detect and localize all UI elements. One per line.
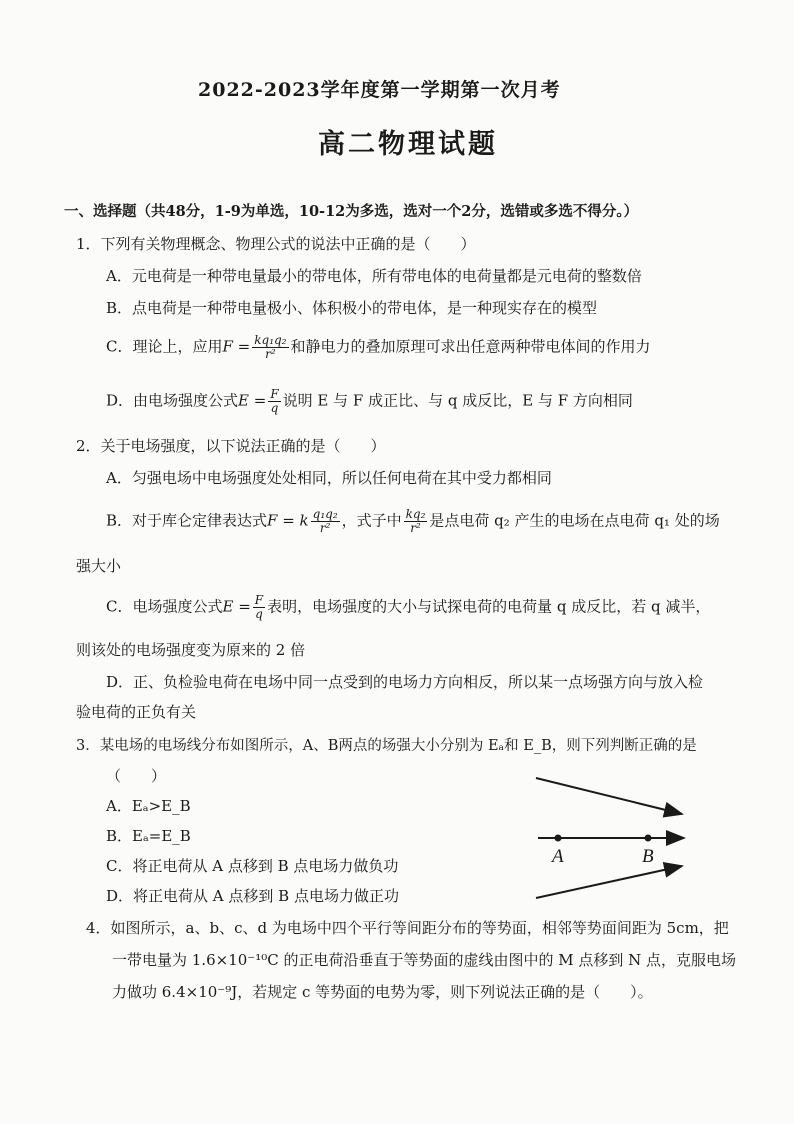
q2-stem: 2．关于电场强度，以下说法正确的是（ ） — [76, 437, 386, 455]
q2-option-b-suffix: 是点电荷 q₂ 产生的电场在点电荷 q₁ 处的场 — [429, 511, 720, 530]
q1-option-b: B．点电荷是一种带电量极小、体积极小的带电体，是一种现实存在的模型 — [106, 299, 598, 317]
q2-option-d: D．正、负检验电荷在电场中同一点受到的电场力方向相反，所以某一点场强方向与放入检 — [106, 673, 704, 691]
q2-option-c-continued: 则该处的电场强度变为原来的 2 倍 — [76, 641, 306, 659]
q1-option-d-suffix: 说明 E 与 F 成正比、与 q 成反比，E 与 F 方向相同 — [282, 391, 633, 410]
point-b-dot — [645, 835, 652, 842]
q1-option-c-lhs: F = — [222, 337, 251, 356]
q3-option-c: C．将正电荷从 A 点移到 B 点电场力做负功 — [106, 857, 399, 875]
q3-paren: （ ） — [106, 767, 167, 785]
q3-option-b: B．Eₐ=E_B — [106, 827, 191, 845]
q1-option-c — [106, 334, 651, 361]
point-b-label: B — [642, 846, 654, 867]
q1-option-d-denominator: q — [270, 401, 279, 415]
subject-title: 高二物理试题 — [318, 129, 498, 160]
q2-option-c-formula — [253, 594, 265, 621]
field-line-top — [536, 778, 682, 814]
q1-option-d-formula — [268, 388, 280, 415]
q2-option-b-denominator: r² — [319, 521, 331, 535]
point-a-label: A — [552, 846, 564, 867]
q2-option-b-continued: 强大小 — [76, 557, 122, 575]
q3-option-d: D．将正电荷从 A 点移到 B 点电场力做正功 — [106, 887, 399, 905]
q1-stem: 1．下列有关物理概念、物理公式的说法中正确的是（ ） — [76, 235, 476, 253]
q2-option-c-suffix: 表明，电场强度的大小与试探电荷的电荷量 q 成反比，若 q 减半， — [267, 597, 711, 616]
q2-option-b-numerator: q₁q₂ — [312, 507, 338, 521]
electric-field-lines-figure — [530, 770, 700, 900]
q4-line-3: 力做功 6.4×10⁻⁹J，若规定 c 等势面的电势为零，则下列说法正确的是（ ）。 — [112, 983, 653, 1001]
section-heading: 一、选择题（共48分，1-9为单选，10-12为多选，选对一个2分，选错或多选不得分。） — [64, 203, 639, 220]
field-line-bottom — [536, 866, 682, 898]
q1-option-c-prefix: C．理论上，应用 — [106, 337, 223, 356]
q2-option-b-formula — [311, 508, 340, 535]
q1-option-d-lhs: E = — [238, 391, 267, 410]
q2-option-c-prefix: C．电场强度公式 — [106, 597, 223, 616]
q2-option-b-field-formula — [404, 508, 428, 535]
q1-option-c-suffix: 和静电力的叠加原理可求出任意两种带电体间的作用力 — [290, 337, 651, 356]
q3-stem: 3．某电场的电场线分布如图所示，A、B两点的场强大小分别为 Eₐ和 E_B，则下列判断正确的是 — [76, 738, 697, 754]
q2-option-b-field-denominator: r² — [410, 521, 421, 535]
q2-option-c-lhs: E = — [222, 597, 251, 616]
q1-option-c-numerator: kq₁q₂ — [254, 333, 287, 347]
q1-option-c-formula — [252, 334, 288, 361]
q2-option-b-lhs: F = k — [267, 511, 309, 530]
q3-option-a: A．Eₐ>E_B — [106, 797, 191, 815]
q1-option-c-denominator: r² — [265, 347, 276, 361]
q2-option-d-continued: 验电荷的正负有关 — [76, 703, 197, 721]
q1-option-a: A．元电荷是一种带电量最小的带电体，所有带电体的电荷量都是元电荷的整数倍 — [106, 267, 642, 285]
q1-option-d-numerator: F — [270, 387, 279, 401]
q2-option-c-numerator: F — [254, 593, 264, 607]
q1-option-d — [106, 388, 633, 415]
q4-line-1: 4．如图所示，a、b、c、d 为电场中四个平行等间距分布的等势面，相邻等势面间距为 5cm，把 — [86, 919, 729, 937]
q2-option-b-field-numerator: kq₂ — [405, 507, 426, 521]
q2-option-a: A．匀强电场中电场强度处处相同，所以任何电荷在其中受力都相同 — [106, 469, 552, 487]
q2-option-b-middle: ，式子中 — [341, 511, 402, 530]
point-a-dot — [555, 835, 562, 842]
q2-option-c — [106, 594, 710, 621]
q2-option-c-denominator: q — [255, 607, 263, 621]
q2-option-b-prefix: B．对于库仑定律表达式 — [106, 511, 268, 530]
q4-line-2: 一带电量为 1.6×10⁻¹⁰C 的正电荷沿垂直于等势面的虚线由图中的 M 点移到 N 点，克服电场 — [112, 951, 737, 969]
exam-title: 2022-2023学年度第一学期第一次月考 — [198, 79, 561, 101]
q1-option-d-prefix: D．由电场强度公式 — [106, 391, 239, 410]
q2-option-b — [106, 508, 720, 535]
